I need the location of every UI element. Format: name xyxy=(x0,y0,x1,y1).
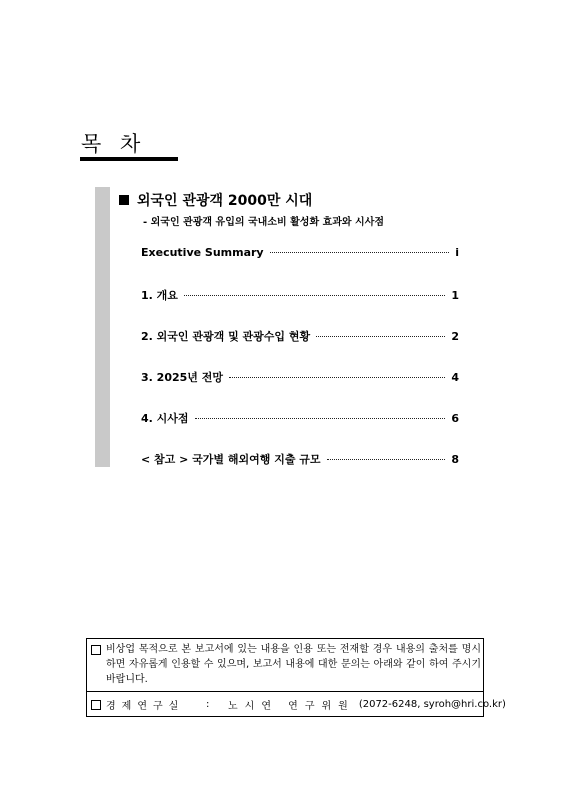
toc-item-overview[interactable] xyxy=(141,287,459,307)
toc-item-label: 2. 외국인 관광객 및 관광수입 현황 xyxy=(141,330,311,343)
toc-leader-dots xyxy=(229,377,445,378)
contact-colon: : xyxy=(206,699,210,710)
toc-item-implications[interactable] xyxy=(141,410,459,430)
contact-name: 노시연 연구위원 xyxy=(228,701,355,712)
toc-item-page: i xyxy=(455,246,459,259)
contact-detail: (2072-6248, syroh@hri.co.kr) xyxy=(358,699,506,710)
notice-divider xyxy=(87,691,483,692)
toc-item-outlook[interactable] xyxy=(141,369,459,389)
toc-item-reference[interactable] xyxy=(141,451,459,471)
checkbox-icon xyxy=(91,645,101,655)
toc-leader-dots xyxy=(184,295,445,296)
toc-leader-dots xyxy=(195,418,446,419)
toc-leader-dots xyxy=(327,459,446,460)
toc-leader-dots xyxy=(270,252,450,253)
report-subtitle: - 외국인 관광객 유입의 국내소비 활성화 효과와 시사점 xyxy=(143,217,385,228)
toc-side-bar xyxy=(95,187,110,467)
toc-item-label: 1. 개요 xyxy=(141,289,178,302)
notice-box xyxy=(86,638,506,717)
square-bullet-icon xyxy=(119,195,129,205)
usage-notice-text: 비상업 목적으로 본 보고서에 있는 내용을 인용 또는 전재할 경우 내용의 출처를 명시하면 자유롭게 인용할 수 있으며, 보고서 내용에 대한 문의는 아래와 같이 하여 주시기 바랍니다. xyxy=(106,644,481,685)
title-underline xyxy=(80,157,178,161)
toc-item-label: Executive Summary xyxy=(141,246,264,259)
toc-item-page: 4 xyxy=(451,371,459,384)
toc-item-label: 3. 2025년 전망 xyxy=(141,371,223,384)
report-title xyxy=(119,190,312,210)
contact-department: 경제연구실 xyxy=(106,701,185,712)
toc-item-executive-summary[interactable] xyxy=(141,246,459,266)
toc-item-page: 1 xyxy=(451,289,459,302)
checkbox-icon xyxy=(91,700,101,710)
toc-leader-dots xyxy=(316,336,445,337)
report-title-text: 외국인 관광객 2000만 시대 xyxy=(137,193,313,209)
toc-item-page: 2 xyxy=(451,330,459,343)
page-title: 목 차 xyxy=(81,132,147,156)
toc-item-label: < 참고 > 국가별 해외여행 지출 규모 xyxy=(141,453,321,466)
contact-info xyxy=(91,697,506,712)
toc-item-page: 8 xyxy=(451,453,459,466)
toc-list xyxy=(141,246,459,492)
toc-item-current-status[interactable] xyxy=(141,328,459,348)
toc-item-page: 6 xyxy=(451,412,459,425)
toc-item-label: 4. 시사점 xyxy=(141,412,189,425)
usage-notice xyxy=(91,642,481,687)
